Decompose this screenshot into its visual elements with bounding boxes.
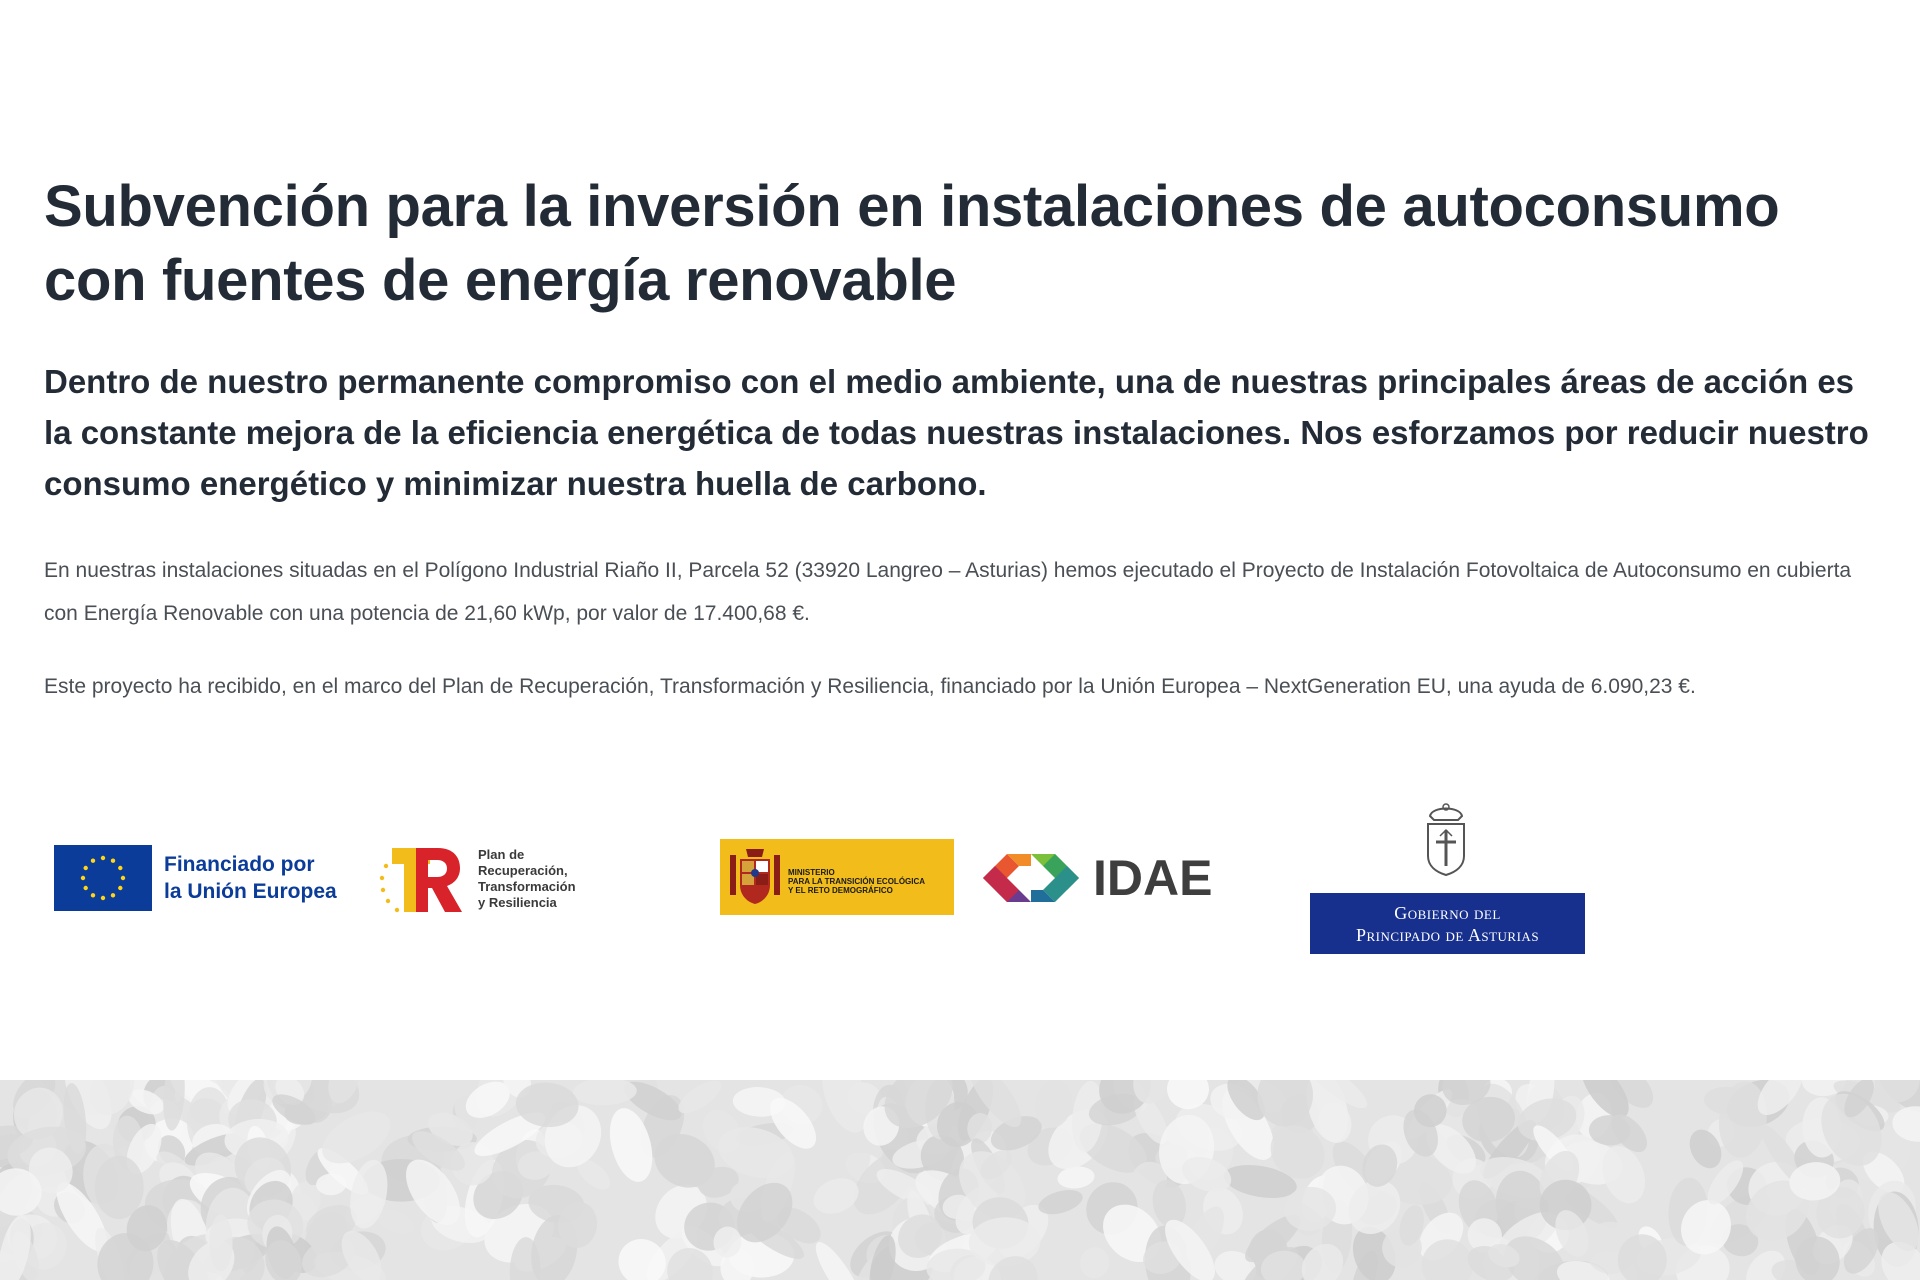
asturias-government-logo [1310, 800, 1585, 956]
funding-logos-row [0, 800, 1920, 960]
idae-name: IDAE [1093, 850, 1213, 906]
asturias-crest-icon [1422, 800, 1470, 878]
ministerio-line1: MINISTERIO [788, 868, 835, 877]
tr-logo-icon [378, 844, 468, 916]
prtr-line3: Transformación [478, 879, 576, 894]
idae-mark-icon [975, 838, 1087, 918]
prtr-line4: y Resiliencia [478, 895, 557, 910]
project-description: En nuestras instalaciones situadas en el Polígono Industrial Riaño II, Parcela 52 (33920 Langreo – Asturias) hemos ejecutado el Proyecto de Instalación Fotovoltaica de Autoconsumo en cubierta con Energía Renovable con una potencia de 21,60 kWp, por valor de 17.400,68 €. [44, 559, 1852, 625]
asturias-name-box [1310, 893, 1585, 954]
asturias-line1: Gobierno del [1394, 903, 1501, 923]
prtr-text [478, 847, 576, 911]
eu-funding-logo [54, 845, 364, 911]
pebble [209, 1215, 232, 1272]
idae-logo [975, 838, 1213, 918]
pebble-texture [0, 1080, 1920, 1280]
prtr-line2: Recuperación, [478, 863, 568, 878]
asturias-line2: Principado de Asturias [1355, 925, 1540, 945]
prtr-logo [378, 840, 608, 920]
pebble-texture-band [0, 1080, 1920, 1280]
ministerio-line2: PARA LA TRANSICIÓN ECOLÓGICA [788, 877, 926, 886]
prtr-line1: Plan de [478, 847, 525, 862]
eu-flag-icon [54, 845, 152, 911]
ministerio-text [788, 868, 925, 895]
lead-paragraph: Dentro de nuestro permanente compromiso con el medio ambiente, una de nuestras principales áreas de acción es la constante mejora de la eficiencia energética de todas nuestras instalaciones. Nos esforzamos por reducir nuestro consumo energético y minimizar nuestra huella de carbono. [44, 363, 1869, 502]
ministerio-logo [720, 839, 954, 915]
page-title: Subvención para la inversión en instalaciones de autoconsumo con fuentes de energía renovable [44, 174, 1780, 313]
eu-funding-text [164, 851, 337, 905]
funding-description: Este proyecto ha recibido, en el marco del Plan de Recuperación, Transformación y Resiliencia, financiado por la Unión Europea – NextGeneration EU, una ayuda de 6.090,23 €. [44, 675, 1696, 698]
main-content [44, 170, 1884, 708]
eu-text-line1: Financiado por [164, 853, 315, 876]
eu-text-line2: la Unión Europea [164, 880, 337, 903]
ministerio-line3: Y EL RETO DEMOGRÁFICO [788, 886, 893, 895]
spain-coat-of-arms-icon [728, 845, 782, 909]
